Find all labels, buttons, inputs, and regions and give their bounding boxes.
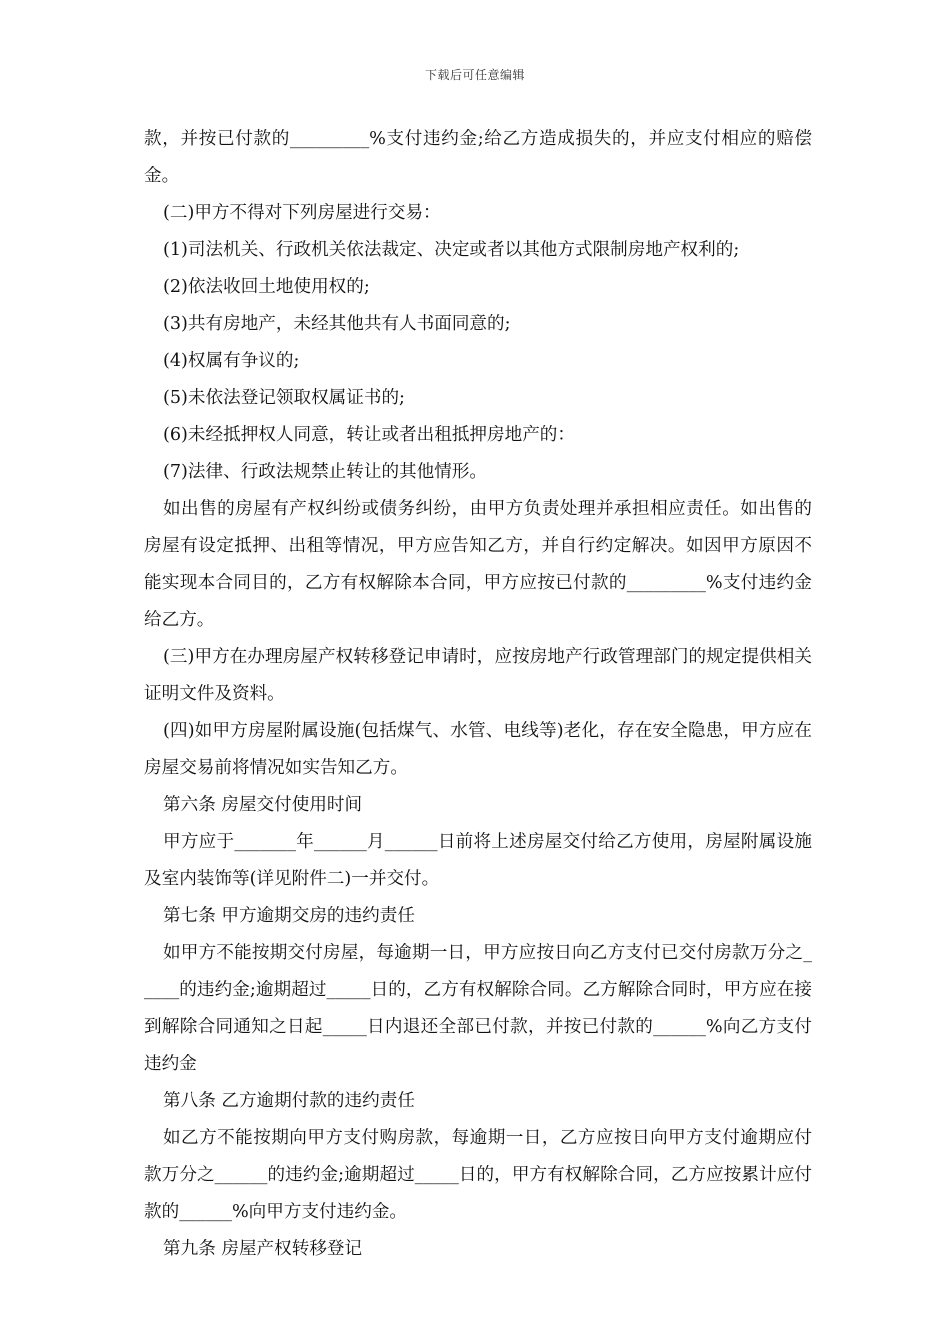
list-item: (7)法律、行政法规禁止转让的其他情形。 [163,462,488,482]
list-item: (6)未经抵押权人同意，转让或者出租抵押房地产的： [163,425,575,445]
list-item: (1)司法机关、行政机关依法裁定、决定或者以其他方式限制房地产权利的; [163,240,740,260]
paragraph: 款，并按已付款的_________%支付违约金;给乙方造成损失的，并应支付相应的赔偿金。 [144,129,812,186]
list-item: (2)依法收回土地使用权的; [163,277,370,297]
paragraph: 如乙方不能按期向甲方支付购房款，每逾期一日，乙方应按日向甲方支付逾期应付款万分之______的违约金;逾期超过_____日的，甲方有权解除合同，乙方应按累计应付款的______%向甲方支付违约金。 [144,1128,812,1222]
paragraph: (三)甲方在办理房屋产权转移登记申请时，应按房地产行政管理部门的规定提供相关证明文件及资料。 [144,647,812,704]
document-body [144,121,812,1268]
list-item: (5)未依法登记领取权属证书的; [163,388,405,408]
paragraph: (二)甲方不得对下列房屋进行交易： [163,203,441,223]
article-heading: 第七条 甲方逾期交房的违约责任 [163,906,415,926]
article-heading: 第九条 房屋产权转移登记 [163,1239,363,1259]
page-header: 下载后可任意编辑 [424,68,525,82]
paragraph: 如出售的房屋有产权纠纷或债务纠纷，由甲方负责处理并承担相应责任。如出售的房屋有设定抵押、出租等情况，甲方应告知乙方，并自行约定解决。如因甲方原因不能实现本合同目的，乙方有权解除本合同，甲方应按已付款的_________%支付违约金给乙方。 [144,499,812,630]
list-item: (4)权属有争议的; [163,351,300,371]
list-item: (3)共有房地产，未经其他共有人书面同意的; [163,314,511,334]
paragraph: 甲方应于_______年______月______日前将上述房屋交付给乙方使用，房屋附属设施及室内装饰等(详见附件二)一并交付。 [144,832,812,889]
paragraph: 如甲方不能按期交付房屋，每逾期一日，甲方应按日向乙方支付已交付房款万分之_____的违约金;逾期超过_____日的，乙方有权解除合同。乙方解除合同时，甲方应在接到解除合同通知之日起_____日内退还全部已付款，并按已付款的______%向乙方支付违约金 [144,943,812,1074]
article-heading: 第八条 乙方逾期付款的违约责任 [163,1091,415,1111]
paragraph: (四)如甲方房屋附属设施(包括煤气、水管、电线等)老化，存在安全隐患，甲方应在房屋交易前将情况如实告知乙方。 [144,721,812,778]
article-heading: 第六条 房屋交付使用时间 [163,795,363,815]
